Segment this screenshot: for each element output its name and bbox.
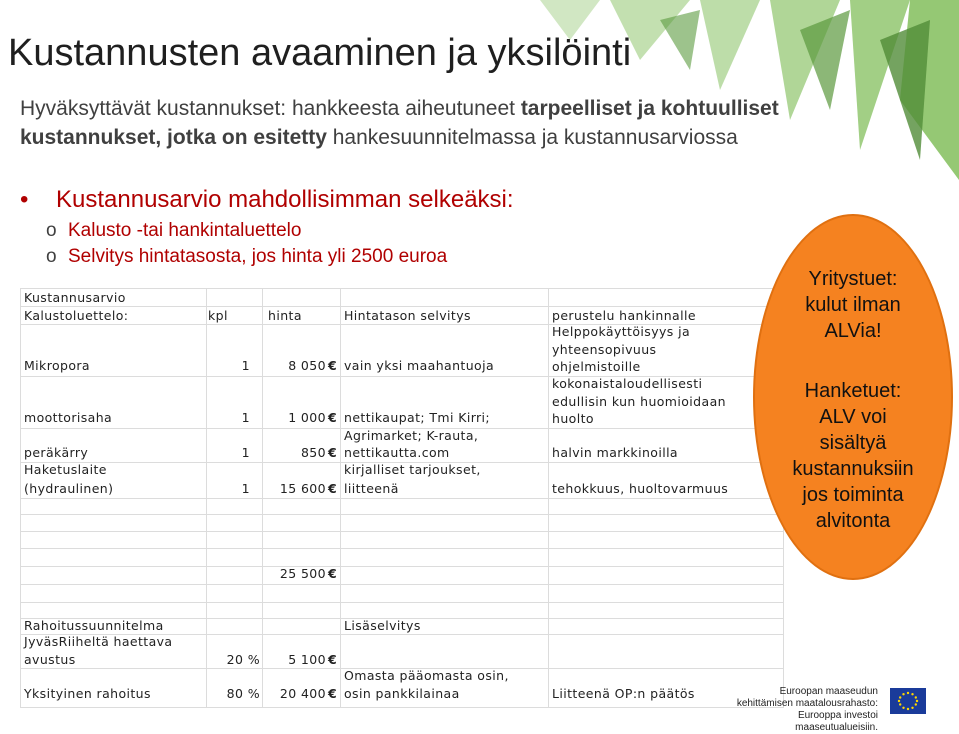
header-item: Kalustoluettelo: bbox=[24, 308, 129, 323]
row-justification: halvin markkinoilla bbox=[552, 445, 678, 460]
row-justification: yhteensopivuus bbox=[552, 342, 657, 357]
funding-amount: 20 400 bbox=[279, 686, 326, 701]
row-justification: Helppokäyttöisyys ja bbox=[552, 324, 691, 339]
euro-sign: € bbox=[328, 445, 338, 460]
eu-flag-icon bbox=[890, 688, 926, 714]
row-price: 15 600 bbox=[279, 481, 326, 496]
eu-text-line: Eurooppa investoi maaseutualueisiin. bbox=[795, 710, 878, 733]
callout-text: ALVia! bbox=[824, 320, 882, 342]
header-justification: perustelu hankinnalle bbox=[552, 308, 696, 323]
eu-text-line: Euroopan maaseudun bbox=[779, 686, 878, 697]
row-price: 8 050 bbox=[288, 358, 326, 373]
total-value: 25 500 bbox=[279, 566, 326, 581]
row-price-level: nettikautta.com bbox=[344, 445, 450, 460]
row-justification: tehokkuus, huoltovarmuus bbox=[552, 481, 729, 496]
eu-text-line: kehittämisen maatalousrahasto: bbox=[736, 698, 878, 709]
intro-part2: hankesuunnitelmassa ja kustannusarviossa bbox=[326, 126, 738, 149]
callout-text: kustannuksiin bbox=[792, 458, 914, 480]
row-item: Haketuslaite bbox=[24, 462, 107, 477]
subbullet bbox=[46, 220, 301, 242]
funding-note: osin pankkilainaa bbox=[344, 686, 460, 701]
callout-text: jos toiminta bbox=[802, 484, 904, 506]
main-bullet-text: Kustannusarvio mahdollisimman selkeäksi: bbox=[56, 186, 514, 213]
callout-text: sisältyä bbox=[819, 432, 887, 454]
row-item: peräkärry bbox=[24, 445, 89, 460]
subbullet-marker: o bbox=[46, 246, 57, 267]
header-price-level: Hintatason selvitys bbox=[344, 308, 471, 323]
grid-line bbox=[20, 514, 784, 515]
header-kpl: kpl bbox=[208, 308, 228, 323]
row-price-level: liitteenä bbox=[344, 481, 399, 496]
bullet-icon: • bbox=[20, 186, 29, 213]
grid-line bbox=[20, 602, 784, 603]
row-price-level: kirjalliset tarjoukset, bbox=[344, 462, 481, 477]
euro-sign: € bbox=[328, 410, 338, 425]
grid-line bbox=[20, 531, 784, 532]
euro-sign: € bbox=[328, 481, 338, 496]
attachment-note: Liitteenä OP:n päätös bbox=[552, 686, 695, 701]
sheet-title: Kustannusarvio bbox=[24, 290, 126, 305]
funding-amount: 5 100 bbox=[288, 652, 326, 667]
grid-line bbox=[20, 584, 784, 585]
row-item: Mikropora bbox=[24, 358, 90, 373]
callout-text: kulut ilman bbox=[805, 294, 901, 316]
grid-line bbox=[20, 707, 784, 708]
extra-info-title: Lisäselvitys bbox=[344, 618, 421, 633]
funding-title: Rahoitussuunnitelma bbox=[24, 618, 164, 633]
main-bullet bbox=[20, 186, 514, 214]
grid-line bbox=[20, 498, 784, 499]
callout-text: Yritystuet: bbox=[808, 268, 898, 290]
intro-text bbox=[20, 94, 880, 152]
euro-sign: € bbox=[328, 686, 338, 701]
euro-sign: € bbox=[328, 566, 338, 581]
row-justification: edullisin kun huomioidaan bbox=[552, 394, 726, 409]
subbullet-marker: o bbox=[46, 220, 57, 241]
slide-title: Kustannusten avaaminen ja yksilöinti bbox=[8, 32, 632, 74]
callout-text: ALV voi bbox=[819, 406, 887, 428]
row-item: (hydraulinen) bbox=[24, 481, 114, 496]
eu-funding-text bbox=[718, 686, 878, 734]
row-price: 850 bbox=[300, 445, 326, 460]
grid-line bbox=[20, 548, 784, 549]
funding-label: Yksityinen rahoitus bbox=[24, 686, 151, 701]
subbullet-text: Kalusto -tai hankintaluettelo bbox=[68, 220, 302, 241]
grid-line bbox=[20, 288, 784, 289]
header-price: hinta bbox=[268, 308, 302, 323]
cost-spreadsheet bbox=[20, 288, 784, 708]
grid-line bbox=[20, 306, 784, 307]
row-kpl: 1 bbox=[241, 445, 250, 460]
funding-note: Omasta pääomasta osin, bbox=[344, 668, 509, 683]
callout-text: Hanketuet: bbox=[804, 380, 902, 402]
row-price-level: Agrimarket; K-rauta, bbox=[344, 428, 479, 443]
funding-label: avustus bbox=[24, 652, 76, 667]
subbullet bbox=[46, 246, 447, 268]
euro-sign: € bbox=[328, 652, 338, 667]
funding-label: JyväsRiiheltä haettava bbox=[24, 634, 173, 649]
row-price-level: nettikaupat; Tmi Kirri; bbox=[344, 410, 491, 425]
row-price-level: vain yksi maahantuoja bbox=[344, 358, 495, 373]
row-justification: ohjelmistoille bbox=[552, 359, 641, 374]
callout-text: alvitonta bbox=[815, 510, 891, 532]
row-kpl: 1 bbox=[241, 410, 250, 425]
grid-line bbox=[20, 566, 784, 567]
row-item: moottorisaha bbox=[24, 410, 113, 425]
funding-percent: 80 % bbox=[226, 686, 260, 701]
row-justification: huolto bbox=[552, 411, 594, 426]
row-justification: kokonaistaloudellisesti bbox=[552, 376, 703, 391]
funding-percent: 20 % bbox=[226, 652, 260, 667]
row-kpl: 1 bbox=[241, 481, 250, 496]
subbullet-text: Selvitys hintatasosta, jos hinta yli 2500 euroa bbox=[68, 246, 448, 267]
intro-part1: Hyväksyttävät kustannukset: hankkeesta aiheutuneet bbox=[20, 97, 521, 120]
euro-sign: € bbox=[328, 358, 338, 373]
row-kpl: 1 bbox=[241, 358, 250, 373]
intro-bold: tarpeelliset ja kohtuulliset kustannukset, jotka on esitetty bbox=[20, 97, 779, 149]
row-price: 1 000 bbox=[288, 410, 326, 425]
